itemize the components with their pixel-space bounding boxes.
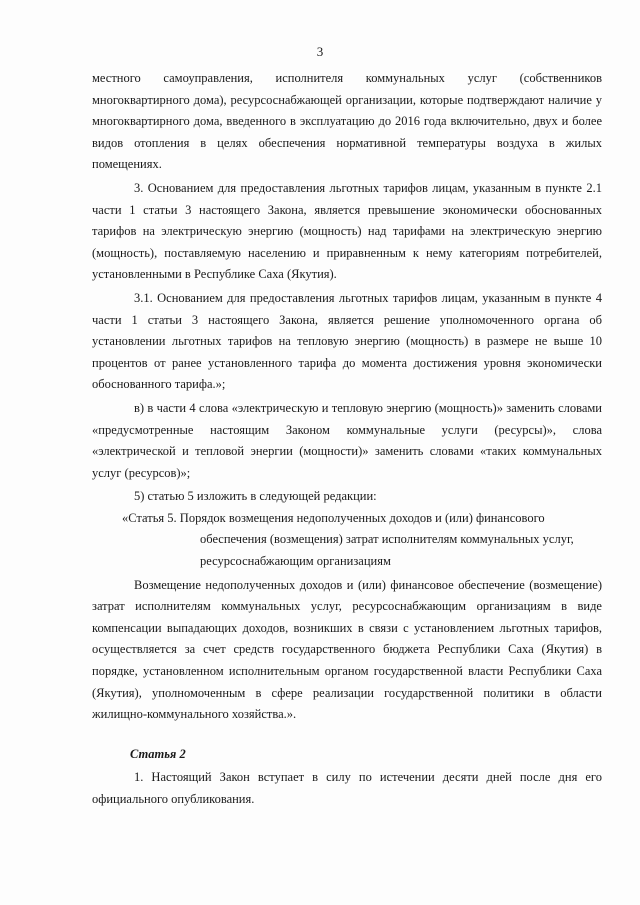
article-2-heading: Статья 2 bbox=[130, 746, 186, 761]
document-body bbox=[92, 68, 602, 811]
article-5-title-line-3: ресурсоснабжающим организациям bbox=[200, 554, 391, 569]
paragraph-article-5-body: Возмещение недополученных доходов и (или) финансовое обеспечение (возмещение) затрат исполнителям коммунальных услуг, ресурсоснабжающим организациям в виде компенсации выпадающих доходов, возникших в связи с установлением льготных тарифов, осуществляется за счет средств государственного бюджета Республики Саха (Якутия) в порядке, установленном исполнительным органом государственной власти Республики Саха (Якутия), уполномоченным в сфере реализации государственной политики в области жилищно-коммунального хозяйства.». bbox=[92, 577, 602, 722]
paragraph-item-3-1: 3.1. Основанием для предоставления льготных тарифов лицам, указанным в пункте 4 части 1 статьи 3 настоящего Закона, является решение уполномоченного органа об установлении льготных тарифов на тепловую энергию (мощность) в размере не выше 10 процентов от ранее установленного тарифа до момента достижения уровня экономически обоснованного тарифа.»; bbox=[92, 290, 602, 392]
article-5-title-line-2: обеспечения (возмещения) затрат исполнителям коммунальных услуг, bbox=[200, 532, 574, 547]
article-5-title-line-1: «Статья 5. Порядок возмещения недополученных доходов и (или) финансового bbox=[122, 510, 545, 525]
paragraph-article-2-item-1: 1. Настоящий Закон вступает в силу по истечении десяти дней после дня его официального опубликования. bbox=[92, 770, 602, 806]
page-number: 3 bbox=[316, 44, 324, 59]
paragraph-item-5: 5) статью 5 изложить в следующей редакции: bbox=[134, 489, 377, 504]
paragraph-item-3: 3. Основанием для предоставления льготных тарифов лицам, указанным в пункте 2.1 части 1 статьи 3 настоящего Закона, является превышение экономически обоснованных тарифов на электрическую энергию (мощность) над тарифами на электрическую энергию (мощность), поставляемую населению и приравненным к нему категориям потребителей, установленными в Республике Саха (Якутия). bbox=[92, 180, 602, 282]
paragraph-subitem-v: в) в части 4 слова «электрическую и тепловую энергию (мощность)» заменить словами «предусмотренные настоящим Законом коммунальные услуги (ресурсы)», слова «электрической и тепловой энергии (мощности)» заменить словами «таких коммунальных услуг (ресурсов)»; bbox=[92, 400, 602, 480]
paragraph-continuation: местного самоуправления, исполнителя коммунальных услуг (собственников многоквартирного дома), ресурсоснабжающей организации, которые подтверждают наличие у многоквартирного дома, введенного в эксплуатацию до 2016 года включительно, двух и более видов отопления в целях обеспечения нормативной температуры воздуха в жилых помещениях. bbox=[92, 71, 602, 172]
